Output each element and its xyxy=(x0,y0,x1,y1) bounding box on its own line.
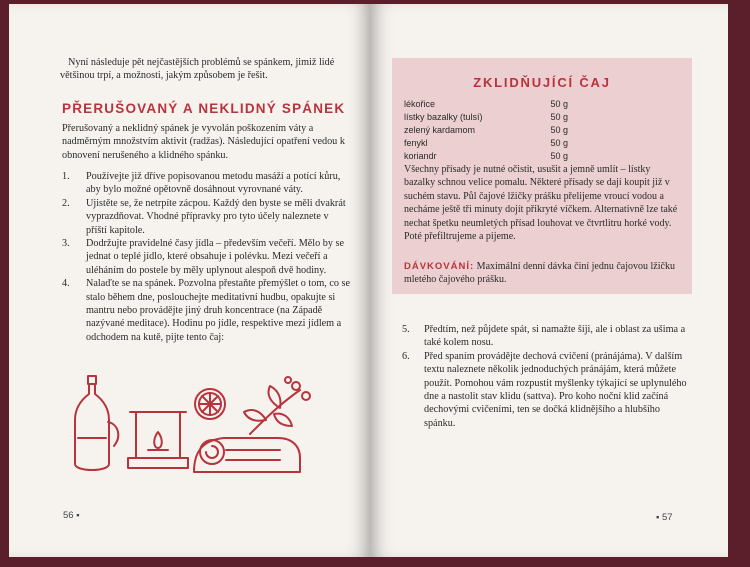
ingredient-name: lístky bazalky (tulsí) xyxy=(404,112,483,123)
list-item xyxy=(402,323,692,350)
ingredient-amount: 50 g xyxy=(550,112,568,123)
section-heading: PŘERUŠOVANÝ A NEKLIDNÝ SPÁNEK xyxy=(62,101,346,116)
dosage-label: DÁVKOVÁNÍ: xyxy=(404,261,475,272)
oil-lamp-icon xyxy=(128,412,188,468)
ingredient-amount: 50 g xyxy=(550,150,568,161)
ingredient-amount: 50 g xyxy=(550,124,568,135)
ingredient-name: zelený kardamom xyxy=(404,124,476,135)
page-number-right: ▪ 57 xyxy=(656,512,673,523)
step-number: 5. xyxy=(402,324,410,335)
recipe-instructions: Všechny přísady je nutné očistit, usušit a jemně umlít – lístky bazalky schnou velice pomalu. Některé přísady se dají koupit již v suchém stavu. Půl čajové lžičky prášku přelijeme vroucí vodou a necháme ještě tři minuty dojít přikryté víčkem. Alternativně lze také nechat špetku neumletých přísad louhovat ve čtvrtlitru horké vody. Poté přefiltrujeme a pijeme. xyxy=(404,164,678,243)
dosage xyxy=(404,260,682,287)
step-text: Nalaďte se na spánek. Pozvolna přestaňte přemýšlet o tom, co se stalo během dne, poslouchejte meditativní hudbu, opakujte si mantru nebo provádějte jiný druh koncentrace (na Západě nazývané meditace). Hodinu po jídle, respektive mezi jídlem a odchodem na kutě, pijte tento čaj: xyxy=(86,278,351,343)
table-row xyxy=(404,98,568,111)
ingredient-name: fenykl xyxy=(404,137,428,148)
list-item xyxy=(62,237,352,277)
step-number: 3. xyxy=(62,238,70,250)
dosage-text: Maximální denní dávka činí jednu čajovou lžičku mletého čajového prášku. xyxy=(404,261,675,286)
herb-sprig-icon xyxy=(244,377,310,434)
step-text: Před spaním provádějte dechová cvičení (pránájáma). V dalším textu naleznete několik jednoduchých pránájám, která můžete použít. Pomohou vám rozpustit myšlenky týkající se uplynulého dne a nastolit stav klidu (sattva). Pro koho noční klid začíná dechovými cvičeními, ten se dočká klidnějšího a hlubšího spánku. xyxy=(424,350,687,429)
ingredient-name: lékořice xyxy=(404,99,436,110)
step-text: Ujistěte se, že netrpíte zácpou. Každý den byste se měli dvakrát vyprazdňovat. Vhodné přípravky pro tyto účely naleznete v příští kapitole. xyxy=(86,197,346,236)
step-text: Používejte již dříve popisovanou metodu masáží a potící kůru, aby bylo možné opětovně dosáhnout vyrovnané váty. xyxy=(86,171,341,196)
steps-list-left xyxy=(62,170,352,344)
rolled-towel-icon xyxy=(194,438,300,472)
list-item xyxy=(62,197,352,237)
ingredients-table xyxy=(404,98,568,162)
illustration xyxy=(60,374,315,482)
list-item xyxy=(62,170,352,197)
list-item xyxy=(402,350,692,430)
section-paragraph: Přerušovaný a neklidný spánek je vyvolán poškozením váty a nadměrným množstvím aktivit (radžas). Následující opatření vedou k obnovení nerušeného a klidného spánku. xyxy=(62,123,345,161)
step-number: 6. xyxy=(402,350,410,362)
step-text: Dodržujte pravidelné časy jídla – především večeří. Mělo by se jednat o teplé jídlo, které obsahuje i polévku. Mezi večeří a uléháním do postele by měly uplynout alespoň dvě hodiny. xyxy=(86,238,344,276)
table-row xyxy=(404,124,568,137)
recipe-box xyxy=(392,58,692,294)
ingredient-amount: 50 g xyxy=(550,99,568,110)
table-row xyxy=(404,149,568,162)
oil-bottle-icon xyxy=(75,376,118,470)
lemon-slice-icon xyxy=(195,389,225,419)
ingredient-amount: 50 g xyxy=(550,137,568,148)
step-number: 2. xyxy=(62,197,70,209)
list-item xyxy=(62,277,352,344)
step-number: 4. xyxy=(62,278,70,290)
intro-paragraph: Nyní následuje pět nejčastějších problémů se spánkem, jimiž lidé většinou trpí, a možnosti, jakým způsobem je řešit. xyxy=(60,57,335,82)
step-number: 1. xyxy=(62,171,70,182)
page-number-left: 56 ▪ xyxy=(63,510,80,521)
table-row xyxy=(404,111,568,124)
recipe-title: ZKLIDŇUJÍCÍ ČAJ xyxy=(473,75,611,90)
step-text: Předtím, než půjdete spát, si namažte šíji, ale i oblast za ušima a také kolem nosu. xyxy=(424,324,686,349)
ingredient-name: koriandr xyxy=(404,150,437,161)
table-row xyxy=(404,136,568,149)
steps-list-right xyxy=(402,323,692,430)
